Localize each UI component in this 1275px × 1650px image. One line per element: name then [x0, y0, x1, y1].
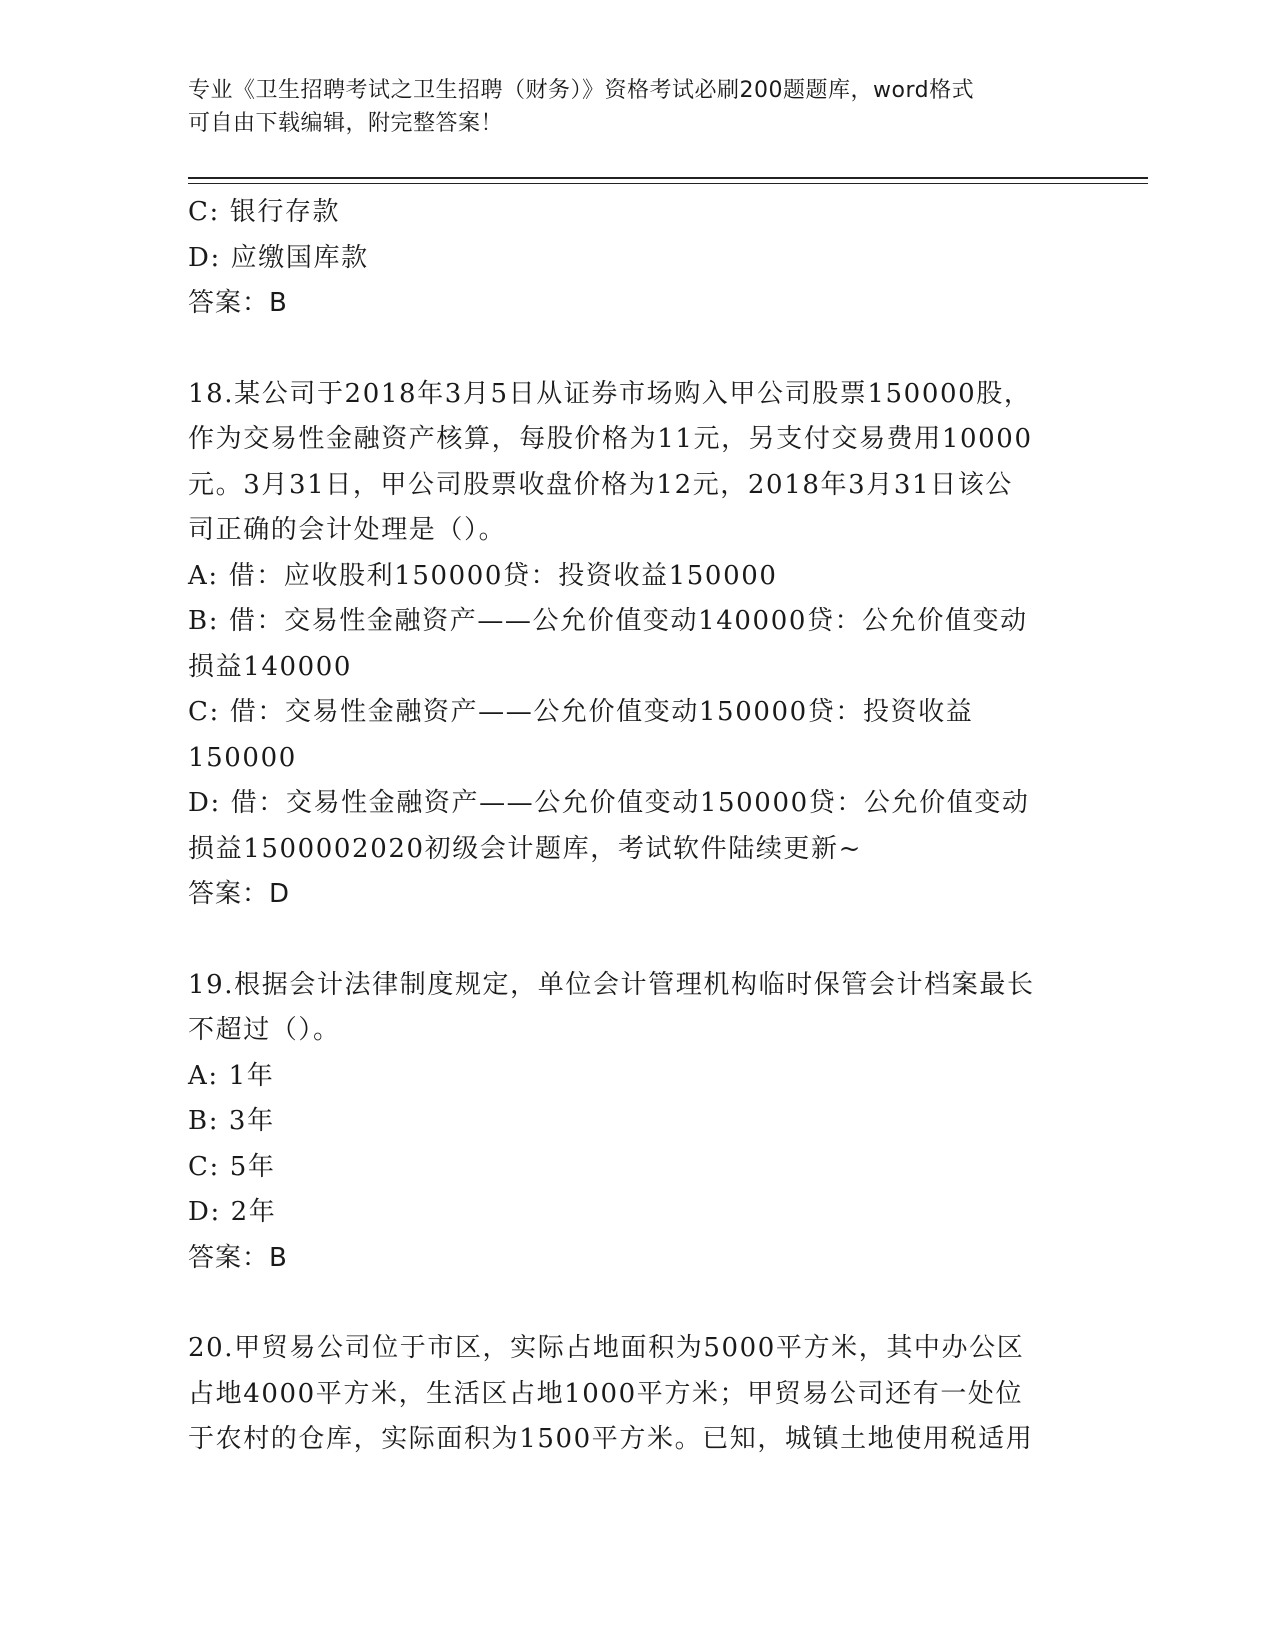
header-line: 专业《卫生招聘考试之卫生招聘（财务）》资格考试必刷200题题库，word格式 — [188, 78, 975, 103]
option-d: D: 应缴国库款 — [188, 242, 369, 273]
option-d-line: 损益1500002020初级会计题库，考试软件陆续更新~ — [188, 833, 863, 864]
question-18 — [188, 372, 1078, 918]
question-19 — [188, 963, 1078, 1282]
question-stem-line: 于农村的仓库，实际面积为1500平方米。已知，城镇土地使用税适用 — [188, 1424, 1034, 1454]
header-line: 可自由下载编辑，附完整答案！ — [188, 111, 504, 136]
document-header — [188, 74, 1068, 140]
question-stem-line: 不超过（）。 — [188, 1015, 341, 1045]
header-divider — [188, 177, 1148, 179]
question-list — [188, 190, 1078, 1463]
question-stem-line: 司正确的会计处理是（）。 — [188, 515, 507, 545]
question-stem-line: 占地4000平方米，生活区占地1000平方米；甲贸易公司还有一处位 — [188, 1378, 1024, 1409]
question-stem-line: 元。3月31日，甲公司股票收盘价格为12元，2018年3月31日该公 — [188, 469, 1013, 500]
answer-line: 答案：B — [188, 288, 288, 318]
question-17-tail — [188, 190, 1078, 327]
option-a: A: 借：应收股利150000贷：投资收益150000 — [188, 560, 778, 591]
option-c-line: 150000 — [188, 742, 297, 773]
question-stem-line: 作为交易性金融资产核算，每股价格为11元，另支付交易费用10000 — [188, 424, 1033, 454]
option-c: C: 5年 — [188, 1151, 276, 1182]
option-d-line: D: 借：交易性金融资产——公允价值变动150000贷：公允价值变动 — [188, 788, 1030, 818]
option-b-line: 损益140000 — [188, 651, 353, 682]
answer-line: 答案：D — [188, 879, 291, 909]
answer-line: 答案：B — [188, 1242, 288, 1273]
question-stem-line: 18.某公司于2018年3月5日从证券市场购入甲公司股票150000股， — [188, 378, 1032, 409]
option-b-line: B: 借：交易性金融资产——公允价值变动140000贷：公允价值变动 — [188, 606, 1028, 636]
option-d: D: 2年 — [188, 1197, 277, 1227]
option-a: A: 1年 — [188, 1060, 275, 1091]
header-divider-thin — [188, 183, 1148, 184]
spacer — [188, 1281, 1078, 1326]
question-20 — [188, 1326, 1078, 1463]
option-c-line: C: 借：交易性金融资产——公允价值变动150000贷：投资收益 — [188, 697, 974, 727]
question-stem-line: 20.甲贸易公司位于市区，实际占地面积为5000平方米，其中办公区 — [188, 1333, 1025, 1363]
spacer — [188, 918, 1078, 963]
question-stem-line: 19.根据会计法律制度规定，单位会计管理机构临时保管会计档案最长 — [188, 969, 1035, 1000]
spacer — [188, 327, 1078, 372]
option-b: B: 3年 — [188, 1106, 275, 1136]
option-c: C: 银行存款 — [188, 197, 341, 227]
